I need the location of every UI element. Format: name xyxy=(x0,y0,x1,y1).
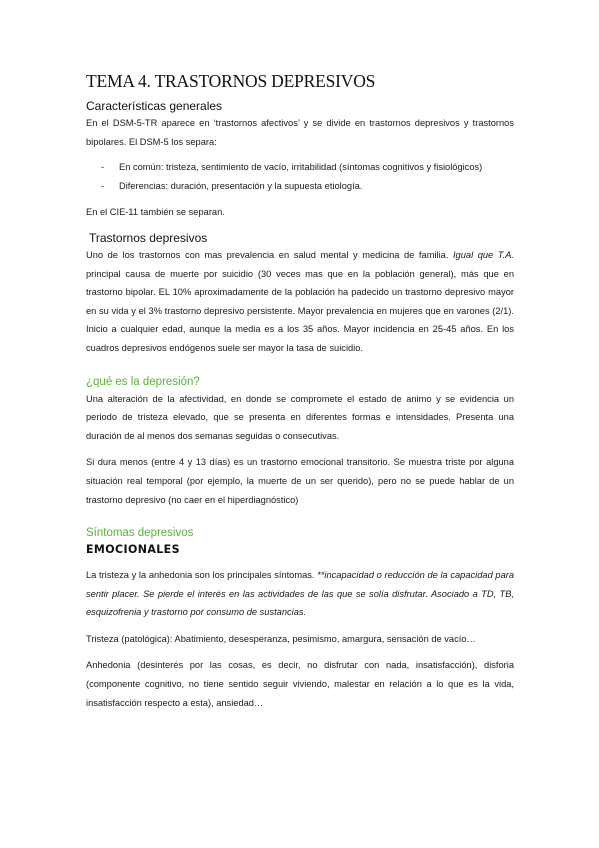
list-item-text: En común: tristeza, sentimiento de vacío, irritabilidad (síntomas cognitivos y fisiológicos) xyxy=(119,162,483,173)
page-title: TEMA 4. TRASTORNOS DEPRESIVOS xyxy=(86,71,376,91)
page-content xyxy=(86,68,514,712)
paragraph-definicion: Una alteración de la afectividad, en donde se compromete el estado de animo y se evidencia un periodo de tristeza elevado, que se presenta en diferentes formas e intensidades. Presenta una duración de al menos dos semanas seguidas o consecutivas. xyxy=(86,393,514,441)
paragraph-intro: En el DSM-5-TR aparece en ‘trastornos afectivos’ y se divide en trastornos depresivos y trastornos bipolares. El DSM-5 los separa: xyxy=(86,118,514,147)
text-run: principal causa de muerte por suicidio (30 veces mas que en la población general), más que en trastorno bipolar. EL 10% aproximadamente de la población ha padecido un trastorno depresivo mayor en su vida y el 3% trastorno depresivo persistente. Mayor prevalencia en mujeres que en varones (2/1). Inicio a cualquier edad, aunque la media es a los 35 años. Mayor incidencia en 25-45 años. En los cuadros depresivos endógenos suele ser mayor la tasa de suicidio. xyxy=(86,268,514,353)
italic-run: **incapacidad o reducción de la capacidad para sentir placer. Se pierde el interés en las actividades de las que se solía disfrutar. Asociado a TD, TB, esquizofrenia y trastorno por consumo de sustancias. xyxy=(86,570,515,618)
list-item xyxy=(86,158,514,177)
paragraph-cie: En el CIE-11 también se separan. xyxy=(86,207,225,218)
italic-run: Igual que T.A. xyxy=(452,249,514,260)
section-heading-sintomas: Síntomas depresivos xyxy=(86,527,194,540)
section-heading-caracteristicas: Características generales xyxy=(86,99,223,113)
bullet-dash: - xyxy=(101,180,105,191)
paragraph-sintomas xyxy=(86,566,514,622)
section-heading-trastornos: Trastornos depresivos xyxy=(89,230,208,245)
paragraph-trastornos xyxy=(86,246,514,358)
bullet-list xyxy=(86,158,514,195)
section-heading-que-es: ¿qué es la depresión? xyxy=(86,375,200,388)
text-run: La tristeza y la anhedonia son los principales síntomas. xyxy=(86,570,318,581)
text-run: Uno de los trastornos con mas prevalencia en salud mental y medicina de familia. xyxy=(86,249,453,260)
subheading-emocionales: EMOCIONALES xyxy=(86,542,180,557)
list-item xyxy=(86,177,514,196)
bullet-dash: - xyxy=(101,162,105,173)
paragraph-duracion: Si dura menos (entre 4 y 13 días) es un trastorno emocional transitorio. Se muestra triste por alguna situación real temporal (por ejemplo, la muerte de un ser querido), pero no se puede hablar de un trastorno depresivo (no caer en el hiperdiagnóstico) xyxy=(86,457,514,505)
list-item-text: Diferencias: duración, presentación y la supuesta etiología. xyxy=(119,180,363,191)
paragraph-anhedonia: Anhedonia (desinterés por las cosas, es decir, no disfrutar con nada, insatisfacción), disforia (componente cognitivo, no tiene sentido seguir viviendo, malestar en relación a lo que es la vida, insatisfacción respecto a esta), ansiedad… xyxy=(86,660,514,708)
paragraph-tristeza: Tristeza (patológica): Abatimiento, desesperanza, pesimismo, amargura, sensación de vacío… xyxy=(86,633,476,644)
